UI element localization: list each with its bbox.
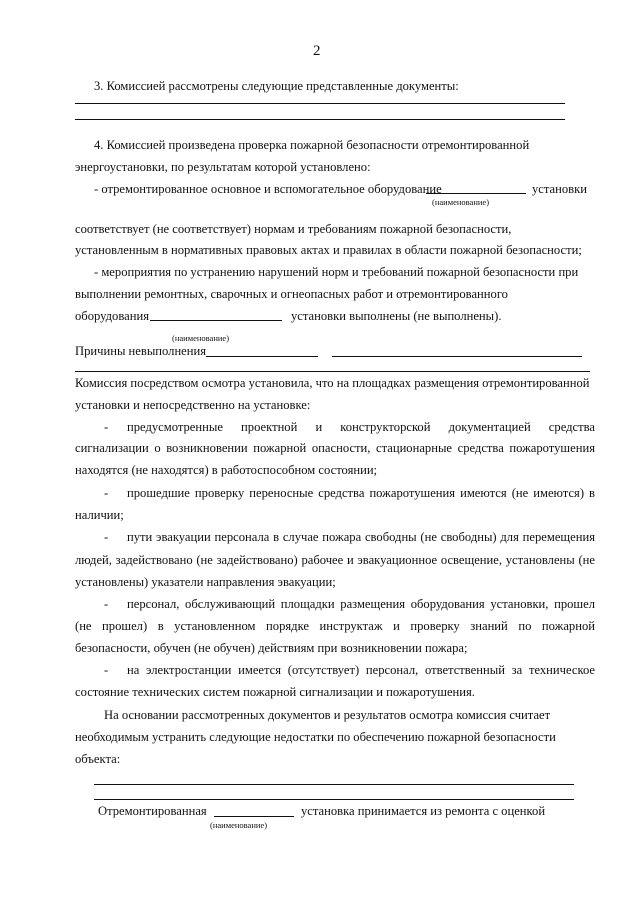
bullet-2-line: прошедшие проверку переносные средства пожаротушения имеются (не имеются) в: [127, 486, 595, 500]
section-4-line: энергоустановки, по результатам которой установлено:: [75, 160, 371, 174]
measures-item-line: - мероприятия по устранению нарушений норм и требований пожарной безопасности при: [94, 265, 579, 279]
bullet-dash: -: [104, 663, 109, 677]
bullet-3-line: установлены) указатели направления эвакуации;: [75, 575, 336, 589]
reasons-blank: [332, 356, 582, 357]
equipment-item-end: установки: [532, 182, 587, 196]
bullet-4-line: персонал, обслуживающий площадки размещения оборудования установки, прошел: [127, 597, 595, 611]
equipment-name-blank: [426, 193, 526, 194]
blank-line: [94, 784, 574, 785]
measures-name-blank: [150, 320, 282, 321]
measures-item-line: выполнении ремонтных, сварочных и огнеопасных работ и отремонтированного: [75, 287, 508, 301]
bullet-dash: -: [104, 530, 109, 544]
blank-line: [94, 799, 574, 800]
bullet-dash: -: [104, 420, 109, 434]
name-caption: (наименование): [432, 197, 490, 207]
bullet-3-line: пути эвакуации персонала в случае пожара свободны (не свободны) для перемещения: [127, 530, 595, 544]
bullet-1-line: находятся (не находятся) в работоспособном состоянии;: [75, 463, 378, 477]
measures-item-end: установки выполнены (не выполнены).: [291, 309, 502, 323]
reasons-blank: [206, 356, 318, 357]
bullet-1-line: сигнализации о возникновении пожарной опасности, стационарные средства пожаротушения: [75, 441, 595, 455]
equipment-item-line: соответствует (не соответствует) нормам и требованиям пожарной безопасности,: [75, 222, 512, 236]
conclusion-line: объекта:: [75, 752, 121, 766]
equipment-item-line: установленным в нормативных правовых актах и правилах в области пожарной безопасности;: [75, 243, 582, 257]
blank-line: [75, 371, 590, 372]
bullet-dash: -: [104, 486, 109, 500]
bullet-dash: -: [104, 597, 109, 611]
equipment-item-start: - отремонтированное основное и вспомогательное оборудование: [94, 182, 442, 196]
bullet-5-line: на электростанции имеется (отсутствует) персонал, ответственный за техническое: [127, 663, 595, 677]
page-number: 2: [313, 43, 321, 59]
blank-line: [75, 119, 565, 120]
blank-line: [75, 103, 565, 104]
bullet-4-line: (не прошел) в установленном порядке инструктаж и проверку знаний по пожарной: [75, 619, 595, 633]
section-3-text: 3. Комиссией рассмотрены следующие представленные документы:: [94, 79, 459, 93]
acceptance-start: Отремонтированная: [98, 804, 207, 818]
conclusion-line: необходимым устранить следующие недостатки по обеспечению пожарной безопасности: [75, 730, 556, 744]
conclusion-line: На основании рассмотренных документов и результатов осмотра комиссия считает: [104, 708, 551, 722]
inspection-line: установки и непосредственно на установке:: [75, 398, 311, 412]
bullet-4-line: безопасности, обучен (не обучен) действиям при возникновении пожара;: [75, 641, 468, 655]
bullet-2-line: наличии;: [75, 508, 124, 522]
acceptance-name-blank: [214, 816, 294, 817]
bullet-1-line: предусмотренные проектной и конструкторской документацией средства: [127, 420, 595, 434]
section-4-line: 4. Комиссией произведена проверка пожарной безопасности отремонтированной: [94, 138, 530, 152]
reasons-label: Причины невыполнения: [75, 344, 207, 358]
name-caption: (наименование): [172, 333, 230, 343]
bullet-3-line: людей, задействовано (не задействовано) рабочее и эвакуационное освещение, установлены (не: [75, 553, 595, 567]
measures-item-start: оборудования: [75, 309, 149, 323]
acceptance-end: установка принимается из ремонта с оценкой: [301, 804, 546, 818]
bullet-5-line: состояние технических систем пожарной сигнализации и пожаротушения.: [75, 685, 475, 699]
inspection-line: Комиссия посредством осмотра установила, что на площадках размещения отремонтированной: [75, 376, 590, 390]
name-caption: (наименование): [210, 820, 268, 830]
